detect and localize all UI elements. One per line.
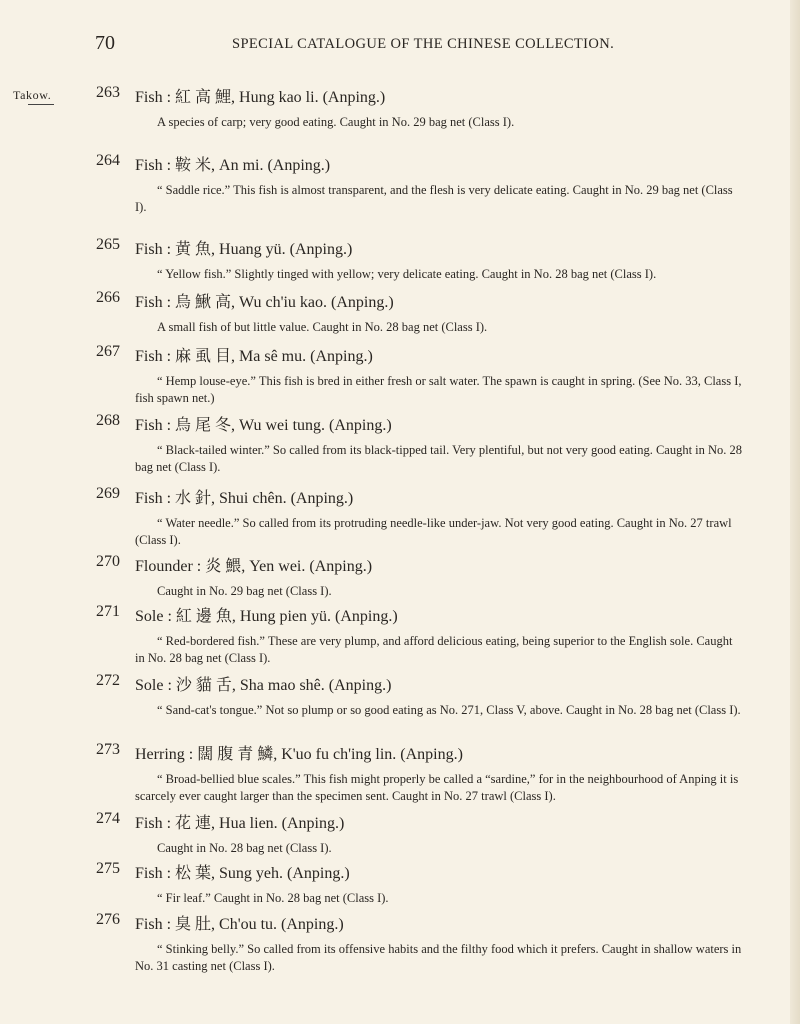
entry-description: A species of carp; very good eating. Caught in No. 29 bag net (Class I). bbox=[157, 115, 515, 129]
entry-description: A small fish of but little value. Caught in No. 28 bag net (Class I). bbox=[157, 320, 488, 334]
entry-description: “ Sand-cat's tongue.” Not so plump or so good eating as No. 271, Class V, above. Caught in No. 28 bag net (Class I). bbox=[157, 703, 741, 717]
entry-heading: Fish : 水 針, Shui chên. (Anping.) bbox=[135, 490, 354, 507]
entry-heading: Fish : 紅 高 鯉, Hung kao li. (Anping.) bbox=[135, 89, 386, 106]
entry-description: “ Saddle rice.” This fish is almost transparent, and the flesh is very delicate eating. Caught in No. 29 bag net (Class I). bbox=[135, 183, 733, 214]
entry-heading: Fish : 鞍 米, An mi. (Anping.) bbox=[135, 157, 331, 174]
entry-heading: Fish : 松 葉, Sung yeh. (Anping.) bbox=[135, 865, 350, 882]
entry-heading: Fish : 臭 肚, Ch'ou tu. (Anping.) bbox=[135, 916, 344, 933]
entry-number: 269 bbox=[96, 485, 120, 502]
entry-description: “ Stinking belly.” So called from its offensive habits and the filthy food which it prefers. Caught in shallow waters in No. 31 casting net (Class I). bbox=[135, 942, 742, 973]
entry-number: 263 bbox=[96, 84, 120, 101]
entry-description: “ Water needle.” So called from its protruding needle-like under-jaw. Not very good eating. Caught in No. 27 trawl (Class I). bbox=[135, 516, 732, 547]
entry-heading: Sole : 沙 貓 舌, Sha mao shê. (Anping.) bbox=[135, 677, 392, 694]
entry-number: 275 bbox=[96, 860, 120, 877]
entry-heading: Fish : 黄 魚, Huang yü. (Anping.) bbox=[135, 241, 353, 258]
entry-description: “ Fir leaf.” Caught in No. 28 bag net (Class I). bbox=[157, 891, 389, 905]
entry-number: 271 bbox=[96, 603, 120, 620]
entry-heading: Fish : 麻 虱 目, Ma sê mu. (Anping.) bbox=[135, 348, 373, 365]
entry-number: 268 bbox=[96, 412, 120, 429]
entry-description: “ Black-tailed winter.” So called from its black-tipped tail. Very plentiful, but not very good eating. Caught in No. 28 bag net (Class I). bbox=[135, 443, 743, 474]
entry-description: Caught in No. 28 bag net (Class I). bbox=[157, 841, 332, 855]
entry-heading: Fish : 烏 尾 冬, Wu wei tung. (Anping.) bbox=[135, 417, 392, 434]
side-rule bbox=[28, 104, 54, 105]
running-head: SPECIAL CATALOGUE OF THE CHINESE COLLECTION. bbox=[232, 36, 615, 52]
entry-heading: Sole : 紅 邊 魚, Hung pien yü. (Anping.) bbox=[135, 608, 398, 625]
entry-heading: Flounder : 炎 鰃, Yen wei. (Anping.) bbox=[135, 558, 373, 575]
entry-description: “ Hemp louse-eye.” This fish is bred in either fresh or salt water. The spawn is caught in spring. (See No. 33, Class I, fish spawn net.) bbox=[135, 374, 742, 405]
entry-description: “ Red-bordered fish.” These are very plump, and afford delicious eating, being superior to the English sole. Caught in No. 28 bag net (Class I). bbox=[135, 634, 733, 665]
entry-number: 273 bbox=[96, 741, 120, 758]
entry-number: 276 bbox=[96, 911, 120, 928]
entry-number: 272 bbox=[96, 672, 120, 689]
entry-number: 270 bbox=[96, 553, 120, 570]
entry-heading: Herring : 闊 腹 青 鱗, K'uo fu ch'ing lin. (Anping.) bbox=[135, 746, 463, 763]
page-number: 70 bbox=[95, 32, 115, 54]
entry-description: “ Yellow fish.” Slightly tinged with yellow; very delicate eating. Caught in No. 28 bag net (Class I). bbox=[157, 267, 657, 281]
entry-number: 274 bbox=[96, 810, 120, 827]
entry-number: 267 bbox=[96, 343, 120, 360]
side-note: Takow. bbox=[13, 88, 52, 102]
entry-heading: Fish : 烏 鰍 高, Wu ch'iu kao. (Anping.) bbox=[135, 294, 394, 311]
entry-number: 264 bbox=[96, 152, 120, 169]
entry-description: Caught in No. 29 bag net (Class I). bbox=[157, 584, 332, 598]
entry-heading: Fish : 花 連, Hua lien. (Anping.) bbox=[135, 815, 345, 832]
page-edge bbox=[790, 0, 800, 1024]
entry-number: 265 bbox=[96, 236, 120, 253]
entry-description: “ Broad-bellied blue scales.” This fish might properly be called a “sardine,” for in the neighbourhood of Anping it is scarcely ever caught larger than the specimen sent. Caught in No. 27 trawl (Class I). bbox=[135, 772, 739, 803]
entry-number: 266 bbox=[96, 289, 120, 306]
